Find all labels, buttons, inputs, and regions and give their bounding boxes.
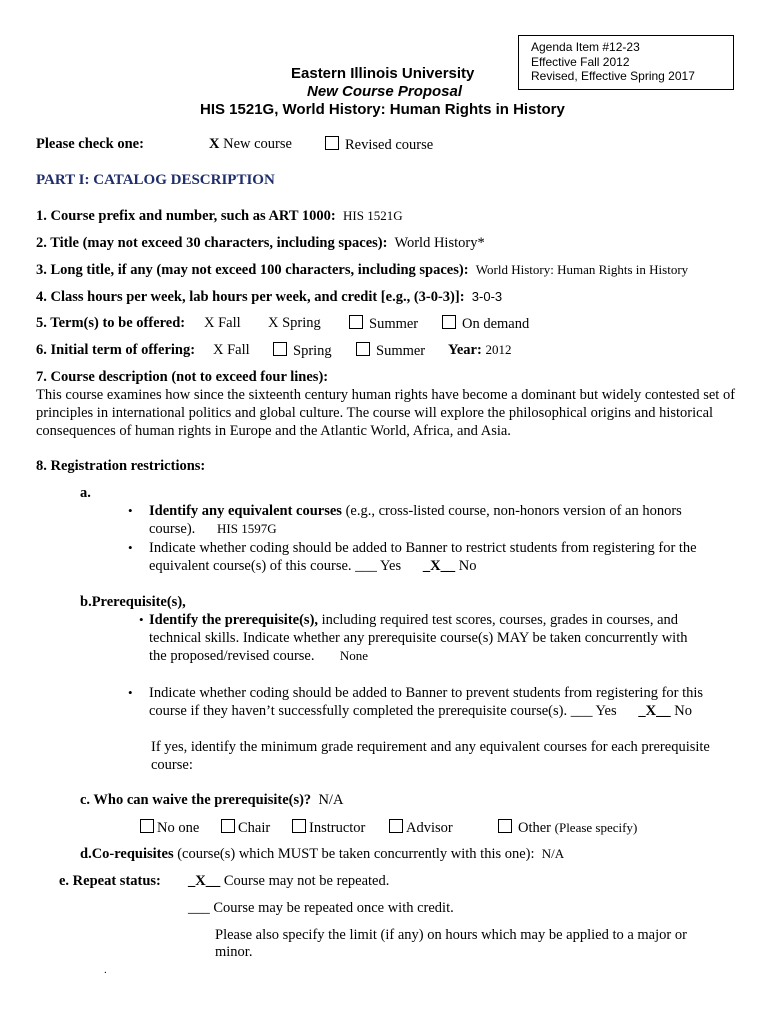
agenda-revised: Revised, Effective Spring 2017 <box>531 69 695 83</box>
q7-label: 7. Course description (not to exceed four lines): <box>36 369 329 385</box>
waive-noone-checkbox[interactable] <box>140 819 154 833</box>
q8-b1-text: the proposed/revised course. <box>149 648 315 664</box>
waive-other-label: Other <box>518 820 552 836</box>
q8-b2-no-mark[interactable]: _X__ <box>638 703 671 719</box>
agenda-effective: Effective Fall 2012 <box>531 54 630 69</box>
revised-course-label: Revised course <box>345 137 434 153</box>
bullet-icon: • <box>139 612 144 627</box>
q8-label: 8. Registration restrictions: <box>36 458 206 474</box>
q8-b2-line2 <box>149 703 692 720</box>
q3-label: 3. Long title, if any (may not exceed 100 characters, including spaces): <box>36 262 469 278</box>
bullet-icon: • <box>128 503 133 518</box>
new-course-option[interactable] <box>209 136 292 153</box>
q1-row <box>36 208 403 225</box>
q1-value: HIS 1521G <box>343 208 403 223</box>
q8-b1-value: None <box>339 648 369 663</box>
waive-other-option[interactable] <box>498 819 637 837</box>
q8-a2-text: equivalent course(s) of this course. <box>149 558 352 574</box>
university-title: Eastern Illinois University <box>291 65 475 82</box>
q6-summer-label: Summer <box>376 343 426 359</box>
q8-a1-line1 <box>149 503 682 520</box>
new-course-label: New course <box>223 136 292 152</box>
q6-summer-option[interactable] <box>356 342 425 360</box>
q8-a1-rest: (e.g., cross-listed course, non-honors version of an honors <box>341 503 682 519</box>
q6-spring-checkbox[interactable] <box>273 342 287 356</box>
q8-b1-line2: technical skills. Indicate whether any prerequisite course(s) MAY be taken concurrently with <box>149 630 688 646</box>
q8-e-label: e. Repeat status: <box>59 873 161 889</box>
q8-d-label: d.Co-requisites <box>80 846 174 862</box>
q5-summer-label: Summer <box>369 316 419 332</box>
q4-row <box>36 289 502 306</box>
q6-summer-checkbox[interactable] <box>356 342 370 356</box>
q5-demand-label: On demand <box>462 316 530 332</box>
revised-course-option[interactable] <box>325 136 433 154</box>
q2-label: 2. Title (may not exceed 30 characters, including spaces): <box>36 235 388 251</box>
course-heading: HIS 1521G, World History: Human Rights in History <box>200 101 565 118</box>
q8-c-value: N/A <box>318 792 344 808</box>
q2-row <box>36 235 485 252</box>
q8-e3-line1: Please also specify the limit (if any) on hours which may be applied to a major or <box>215 927 687 943</box>
waive-advisor-label: Advisor <box>406 820 453 836</box>
waive-instructor-checkbox[interactable] <box>292 819 306 833</box>
waive-chair-checkbox[interactable] <box>221 819 235 833</box>
q6-year <box>448 342 511 359</box>
waive-noone-option[interactable] <box>140 819 199 837</box>
part1-heading: PART I: CATALOG DESCRIPTION <box>36 172 275 188</box>
q3-value: World History: Human Rights in History <box>475 262 689 277</box>
q8-b1-line3 <box>149 648 368 665</box>
q8-d-rest: (course(s) which MUST be taken concurrently with this one): <box>173 846 535 862</box>
q8-b2-no: No <box>670 703 692 719</box>
bullet-icon: • <box>128 685 133 700</box>
q8-b-label: b.Prerequisite(s), <box>80 594 186 610</box>
q5-summer-checkbox[interactable] <box>349 315 363 329</box>
q5-summer-option[interactable] <box>349 315 418 333</box>
q5-label: 5. Term(s) to be offered: <box>36 315 186 331</box>
agenda-box <box>518 35 734 90</box>
q8-b1-bold: Identify the prerequisite(s), <box>149 612 319 628</box>
repeat-once-mark[interactable]: ___ <box>188 900 210 916</box>
q8-a-label: a. <box>80 485 91 501</box>
repeat-once-option[interactable] <box>188 900 454 917</box>
repeat-once-text: Course may be repeated once with credit. <box>209 900 454 916</box>
waive-chair-option[interactable] <box>221 819 270 837</box>
waive-other-note: (Please specify) <box>554 820 638 835</box>
repeat-no-text: Course may not be repeated. <box>220 873 390 889</box>
q8-b2-text: course if they haven’t successfully completed the prerequisite course(s). <box>149 703 568 719</box>
q8-a1-line2 <box>149 521 277 538</box>
q1-label: 1. Course prefix and number, such as ART 1000: <box>36 208 336 224</box>
q8-b1-line1 <box>149 612 678 629</box>
q6-label: 6. Initial term of offering: <box>36 342 196 358</box>
bullet-icon: • <box>128 540 133 555</box>
waive-instructor-option[interactable] <box>292 819 365 837</box>
q8-a2-no: No <box>455 558 477 574</box>
q5-fall[interactable]: X Fall <box>204 315 241 331</box>
agenda-item: Agenda Item #12-23 <box>531 40 640 54</box>
q6-year-label: Year: <box>448 342 482 358</box>
form-title: New Course Proposal <box>307 83 463 100</box>
q8-e3-line2: minor. <box>215 944 253 960</box>
q8-a1-course-text: course). <box>149 521 196 537</box>
q5-demand-checkbox[interactable] <box>442 315 456 329</box>
q8-a2-yes[interactable]: ___ Yes <box>355 558 402 574</box>
waive-chair-label: Chair <box>238 820 271 836</box>
q6-spring-option[interactable] <box>273 342 332 360</box>
course-description: This course examines how since the sixteenth century human rights have become a dominant but widely contested set of principles in international politics and global culture. The course will explore the philosophical origins and historical consequences of human rights in Europe and the Atlantic World, Africa, and Asia. <box>36 387 736 439</box>
q4-label: 4. Class hours per week, lab hours per week, and credit [e.g., (3-0-3)]: <box>36 289 465 305</box>
footer-dot: . <box>104 964 107 976</box>
q8-a1-value: HIS 1597G <box>217 521 277 536</box>
waive-noone-label: No one <box>157 820 200 836</box>
q8-b3-line2: course: <box>151 757 193 773</box>
q8-a2-line1: Indicate whether coding should be added to Banner to restrict students from registering for the <box>149 540 697 556</box>
q6-spring-label: Spring <box>293 343 332 359</box>
q3-row <box>36 262 688 279</box>
q8-c-row <box>80 792 343 809</box>
q6-fall[interactable]: X Fall <box>213 342 250 358</box>
q2-value: World History* <box>394 235 485 251</box>
waive-instructor-label: Instructor <box>309 820 366 836</box>
waive-other-checkbox[interactable] <box>498 819 512 833</box>
q8-b2-line1: Indicate whether coding should be added to Banner to prevent students from registering for this <box>149 685 704 701</box>
q8-d-value: N/A <box>541 846 565 861</box>
q8-a2-line2 <box>149 558 476 575</box>
q8-b1-rest: including required test scores, courses, grades in courses, and <box>318 612 679 628</box>
q6-year-value: 2012 <box>485 342 512 357</box>
q4-value: 3-0-3 <box>471 289 503 304</box>
new-course-mark: X <box>209 136 220 152</box>
revised-course-checkbox[interactable] <box>325 136 339 150</box>
q5-demand-option[interactable] <box>442 315 529 333</box>
q8-b3-line1: If yes, identify the minimum grade requirement and any equivalent courses for each prerequisite <box>151 739 710 755</box>
q8-a2-no-mark[interactable]: _X__ <box>422 558 456 574</box>
q8-c-label: c. Who can waive the prerequisite(s)? <box>80 792 312 808</box>
repeat-no-mark[interactable]: _X__ <box>188 873 221 889</box>
q8-a1-bold: Identify any equivalent courses <box>149 503 342 519</box>
waive-advisor-checkbox[interactable] <box>389 819 403 833</box>
repeat-no-option[interactable] <box>188 873 389 890</box>
check-label: Please check one: <box>36 136 144 152</box>
q5-spring[interactable]: X Spring <box>268 315 321 331</box>
q8-d-row <box>80 846 564 863</box>
q8-b2-yes[interactable]: ___ Yes <box>570 703 617 719</box>
waive-advisor-option[interactable] <box>389 819 453 837</box>
